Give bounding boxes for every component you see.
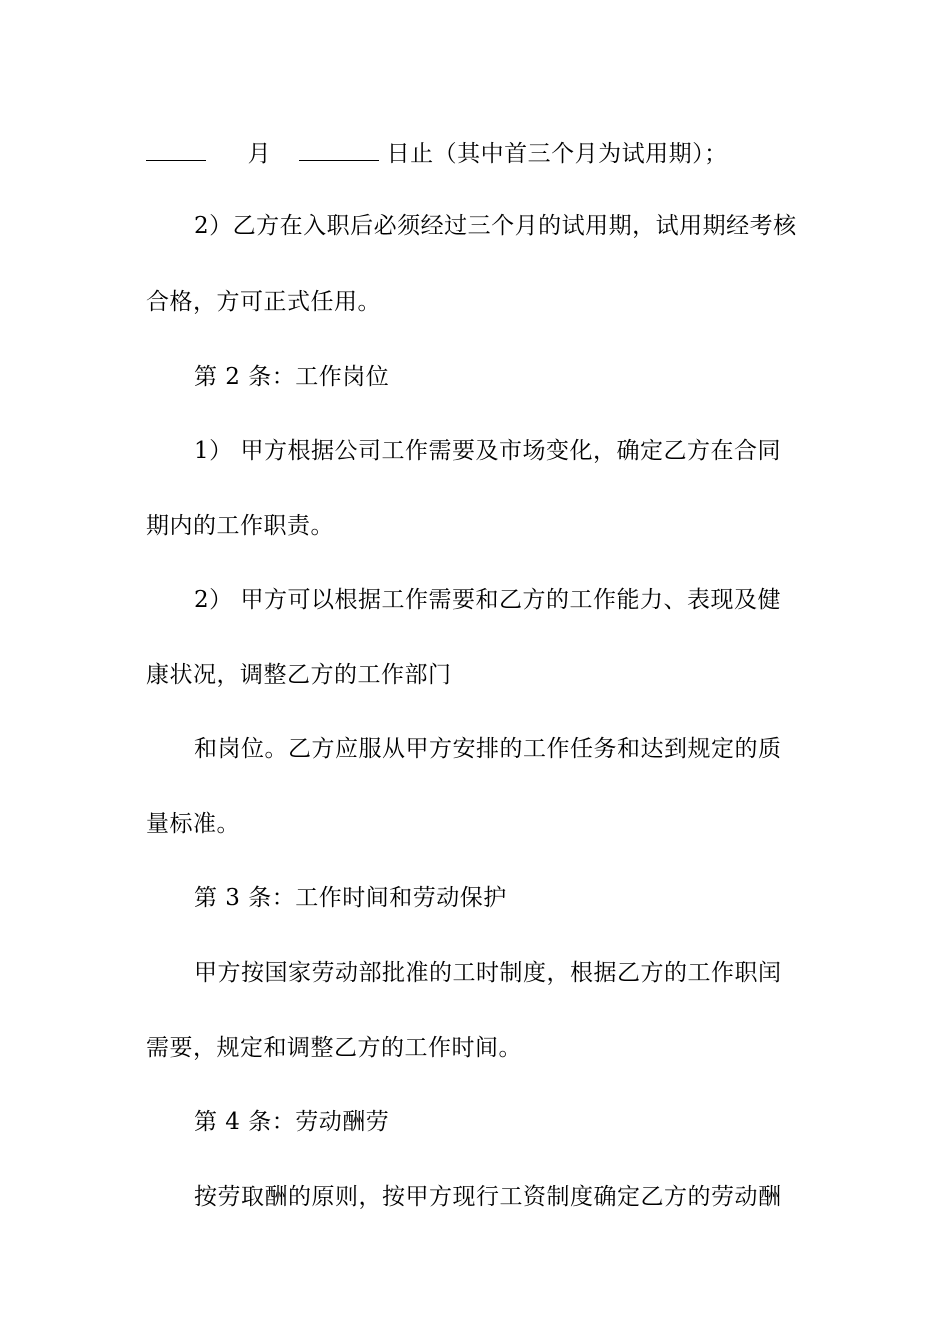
paragraph-line: 1） 甲方根据公司工作需要及市场变化，确定乙方在合同 <box>194 438 781 464</box>
paragraph-line: 甲方按国家劳动部批准的工时制度，根据乙方的工作职闰 <box>194 960 782 986</box>
paragraph-line: 康状况，调整乙方的工作部门 <box>146 662 452 688</box>
paragraph-line: 期内的工作职责。 <box>146 513 334 539</box>
article-heading: 第 2 条：工作岗位 <box>194 364 390 390</box>
paragraph-line: 2）乙方在入职后必须经过三个月的试用期，试用期经考核 <box>194 213 797 239</box>
day-blank <box>299 138 379 161</box>
term-end-text: 日止（其中首三个月为试用期）； <box>386 141 728 167</box>
paragraph-line: 需要，规定和调整乙方的工作时间。 <box>146 1035 522 1061</box>
paragraph-line: 2） 甲方可以根据工作需要和乙方的工作能力、表现及健 <box>194 587 781 613</box>
term-end-date-line <box>146 138 728 169</box>
paragraph-line: 量标准。 <box>146 811 240 837</box>
article-heading: 第 3 条：工作时间和劳动保护 <box>194 885 507 911</box>
paragraph-line: 按劳取酬的原则，按甲方现行工资制度确定乙方的劳动酬 <box>194 1184 782 1210</box>
paragraph-line: 和岗位。乙方应服从甲方安排的工作任务和达到规定的质 <box>194 736 782 762</box>
year-blank <box>146 138 206 161</box>
month-label: 月 <box>247 141 272 167</box>
article-heading: 第 4 条：劳动酬劳 <box>194 1109 390 1135</box>
paragraph-line: 合格，方可正式任用。 <box>146 289 381 315</box>
